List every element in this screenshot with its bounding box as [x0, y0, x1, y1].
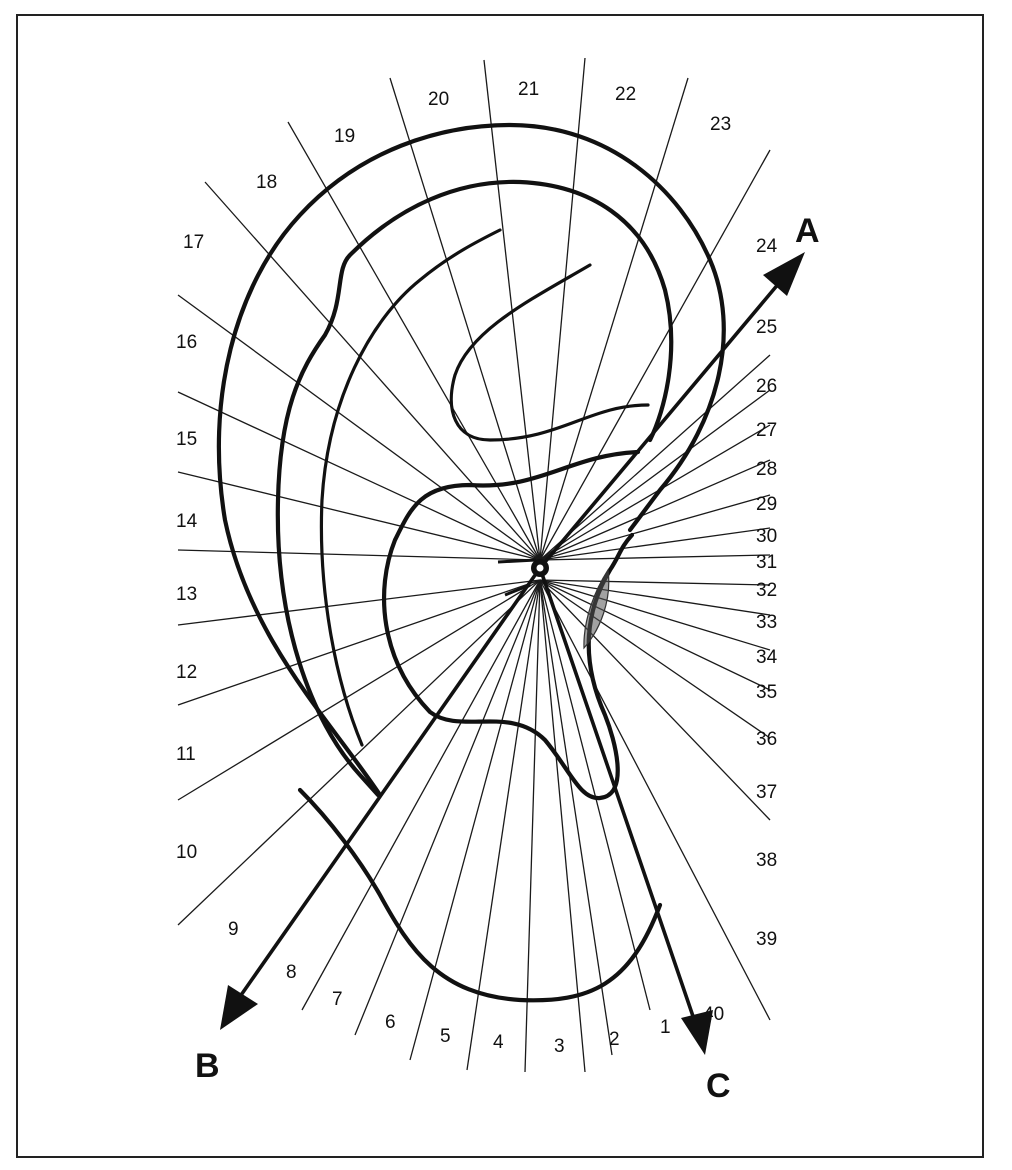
sector-label-7: 7 — [332, 989, 343, 1010]
sector-label-15: 15 — [176, 429, 198, 450]
sector-label-31: 31 — [756, 552, 778, 573]
sector-label-26: 26 — [756, 376, 778, 397]
sector-labels — [176, 79, 778, 1057]
sector-label-21: 21 — [518, 79, 540, 100]
sector-ray-7 — [178, 392, 540, 560]
sector-label-32: 32 — [756, 580, 778, 601]
sector-label-29: 29 — [756, 494, 778, 515]
sector-label-2: 2 — [609, 1029, 620, 1050]
sector-label-40: 40 — [703, 1004, 725, 1025]
axis-label-c: C — [706, 1067, 731, 1105]
sector-label-5: 5 — [440, 1026, 451, 1047]
axis-label-a: A — [795, 212, 820, 250]
sector-ray-25 — [540, 580, 770, 650]
sector-label-4: 4 — [493, 1032, 504, 1053]
center-point-inner — [537, 565, 544, 572]
sector-ray-35 — [410, 580, 540, 1060]
axis-label-b: B — [195, 1047, 220, 1085]
sector-label-19: 19 — [334, 126, 356, 147]
axis-a-arrowhead — [763, 252, 805, 296]
sector-label-17: 17 — [183, 232, 205, 253]
sector-label-27: 27 — [756, 420, 778, 441]
sector-label-11: 11 — [176, 744, 196, 765]
sector-label-16: 16 — [176, 332, 198, 353]
sector-label-39: 39 — [756, 929, 778, 950]
axis-c-line — [540, 568, 697, 1028]
sector-ray-24 — [540, 580, 770, 615]
sector-ray-18 — [540, 425, 770, 560]
sector-label-38: 38 — [756, 850, 778, 871]
sector-label-23: 23 — [710, 114, 732, 135]
sector-label-28: 28 — [756, 459, 778, 480]
sector-label-34: 34 — [756, 647, 778, 668]
sector-label-37: 37 — [756, 782, 778, 803]
sector-label-30: 30 — [756, 526, 778, 547]
sector-ray-37 — [302, 580, 540, 1010]
sector-label-9: 9 — [228, 919, 239, 940]
axis-b-arrowhead — [220, 985, 258, 1030]
sector-ray-23 — [540, 580, 770, 585]
sector-label-36: 36 — [756, 729, 778, 750]
antihelix-crus — [321, 230, 500, 745]
sector-ray-4 — [178, 580, 540, 625]
sector-label-8: 8 — [286, 962, 297, 983]
sector-label-18: 18 — [256, 172, 278, 193]
sector-ray-36 — [355, 580, 540, 1035]
sector-label-22: 22 — [615, 84, 637, 105]
sector-label-13: 13 — [176, 584, 198, 605]
sector-label-1: 1 — [660, 1017, 671, 1038]
sector-ray-11 — [390, 78, 540, 560]
triangular-fossa-contour — [451, 265, 648, 440]
sector-ray-9 — [205, 182, 540, 560]
axis-a-line — [540, 270, 790, 568]
sector-label-10: 10 — [176, 842, 198, 863]
helix-outer-rim — [219, 125, 724, 795]
sector-label-6: 6 — [385, 1012, 396, 1033]
sector-label-24: 24 — [756, 236, 778, 257]
sector-label-33: 33 — [756, 612, 778, 633]
sector-label-20: 20 — [428, 89, 450, 110]
sector-ray-1 — [178, 580, 540, 925]
sector-label-35: 35 — [756, 682, 778, 703]
earlobe-contour — [300, 790, 660, 1000]
sector-label-12: 12 — [176, 662, 198, 683]
sector-label-14: 14 — [176, 511, 198, 532]
sector-label-25: 25 — [756, 317, 778, 338]
sector-label-3: 3 — [554, 1036, 565, 1057]
